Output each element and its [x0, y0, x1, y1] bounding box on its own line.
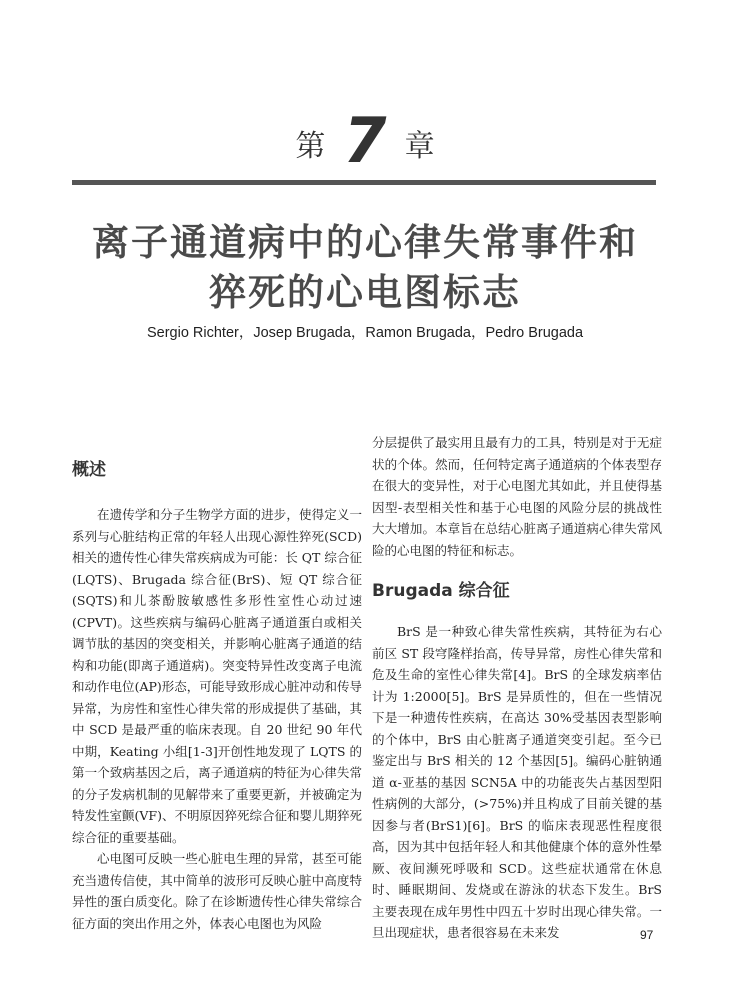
chapter-suffix: 章 [404, 129, 435, 164]
chapter-title-line2: 猝死的心电图标志 [209, 271, 521, 314]
left-column [72, 458, 362, 934]
paragraph-overview-2: 心电图可反映一些心脏电生理的异常，甚至可能充当遗传信使，其中简单的波形可反映心脏中高度特异性的蛋白质变化。除了在诊断遗传性心律失常综合征方面的突出作用之外，体表心电图也为风险 [72, 851, 362, 931]
chapter-heading [0, 104, 730, 177]
chapter-prefix: 第 [295, 129, 326, 164]
section-heading-brugada: Brugada 综合征 [372, 581, 510, 601]
paragraph-brugada-1: BrS 是一种致心律失常性疾病，其特征为右心前区 ST 段穹隆样抬高，传导异常，房性心律失常和危及生命的室性心律失常[4]。BrS 的全球发病率估计为 1:2000[5]。BrS 是异质性的，但在一些情况下是一种遗传性疾病，在高达 30%受基因表型影响的个体中，BrS 由心脏离子通道突变引起。至今已鉴定出与 BrS 相关的 12 个基因[5]。编码心脏钠通道 α-亚基的基因 SCN5A 中的功能丧失占基因型阳性病例的大部分，(>75%)并且构成了目前关键的基因参与者(BrS1)[6]。BrS 的临床表现恶性程度很高，因为其中包括年轻人和其他健康个体的意外性晕厥、夜间濒死呼吸和 SCD。这些症状通常在休息时、睡眠期间、发烧或在游泳的状态下发生。BrS 主要表现在成年男性中四五十岁时出现心律失常。一旦出现症状，患者很容易在未来发 [372, 624, 662, 940]
chapter-number: 7 [343, 104, 387, 177]
chapter-title-line1: 离子通道病中的心律失常事件和 [92, 221, 638, 264]
paragraph-overview-1: 在遗传学和分子生物学方面的进步，使得定义一系列与心脏结构正常的年轻人出现心源性猝死(SCD)相关的遗传性心律失常疾病成为可能：长 QT 综合征(LQTS)、Brugada 综合征(BrS)、短 QT 综合征(SQTS)和儿茶酚胺敏感性多形性室性心动过速(CPVT)。这些疾病与编码心脏离子通道蛋白或相关调节肽的基因的突变相关，并影响心脏离子通道的结构和功能(即离子通道病)。突变特异性改变离子电流和动作电位(AP)形态，可能导致形成心脏冲动和传导异常，为房性和室性心律失常的形成提供了基础，其中 SCD 是最严重的临床表现。自 20 世纪 90 年代中期，Keating 小组[1-3]开创性地发现了 LQTS 的第一个致病基因之后，离子通道病的特征为心律失常的分子发病机制的见解带来了重要更新，并被确定为特发性室颤(VF)、不明原因猝死综合征和婴儿期猝死综合征的重要基础。 [72, 507, 362, 845]
chapter-divider [72, 180, 656, 185]
right-column [372, 432, 662, 944]
author-list: Sergio Richter，Josep Brugada，Ramon Brugada，Pedro Brugada [146, 325, 584, 341]
page-number: 97 [640, 928, 654, 942]
section-heading-overview: 概述 [72, 460, 106, 480]
paragraph-overview-continued: 分层提供了最实用且最有力的工具，特别是对于无症状的个体。然而，任何特定离子通道病的个体表型存在很大的变异性，对于心电图尤其如此，并且使得基因型-表型相关性和基于心电图的风险分层的挑战性大大增加。本章旨在总结心脏离子通道病心律失常风险的心电图的特征和标志。 [372, 435, 662, 558]
chapter-title [0, 218, 730, 318]
